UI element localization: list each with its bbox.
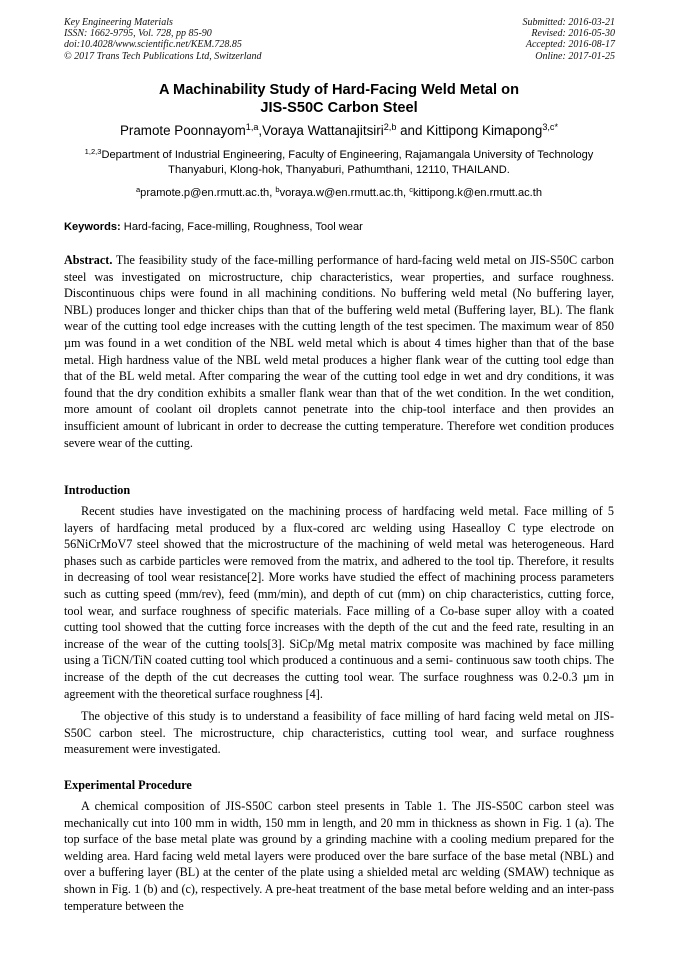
issn: ISSN: 1662-9795, Vol. 728, pp 85-90 <box>64 28 212 40</box>
author-list <box>60 122 618 139</box>
affiliation-text: Department of Industrial Engineering, Faculty of Engineering, Rajamangala University of Technology Thanyaburi, Klong-hok, Thanyaburi, Pathumthani, 12110, THAILAND. <box>101 149 594 176</box>
title-line-2: JIS-S50C Carbon Steel <box>260 100 418 116</box>
email-b-sup: b <box>275 184 280 194</box>
affiliation-sup: 1,2,3 <box>84 146 102 156</box>
abstract <box>64 252 614 451</box>
author-2-affil: 2,b <box>383 122 397 132</box>
publication-dates <box>523 17 616 62</box>
email-c-sup: c <box>409 184 413 194</box>
doi: doi:10.4028/www.scientific.net/KEM.728.85 <box>64 39 242 51</box>
author-1: Pramote Poonnayom <box>119 123 246 138</box>
author-separator: and <box>396 123 427 138</box>
revised-date: Revised: 2016-05-30 <box>531 28 615 40</box>
keywords <box>64 220 363 234</box>
title-line-1: A Machinability Study of Hard-Facing Weld Metal on <box>158 82 519 98</box>
online-date: Online: 2017-01-25 <box>535 50 615 62</box>
paper-title <box>64 81 614 117</box>
introduction-paragraph-2: The objective of this study is to understand a feasibility of face milling of hard facing weld metal on JIS-S50C carbon steel. The microstructure, chip characteristics, cutting tool wear, and surface roughness measurement were investigated. <box>64 709 614 757</box>
experimental-paragraph-1: A chemical composition of JIS-S50C carbon steel presents in Table 1. The JIS-S50C carbon steel was mechanically cut into 100 mm in width, 150 mm in length, and 20 mm in thickness as shown in Fig. 1 (a). The top surface of the base metal plate was ground by a grinding machine with a cooling medium prepared for the welding area. Hard facing weld metal layers were produced over the bare surface of the base metal (NBL) and over a buffering layer (BL) at the center of the plate using a shielded metal arc welding (SMAW) technique as shown in Fig. 1 (b) and (c), respectively. A pre-heat treatment of the base metal before welding and an inter-pass temperature between the <box>64 799 614 913</box>
abstract-text: The feasibility study of the face-milling performance of hard-facing weld metal on JIS-S50C carbon steel was investigated on microstructure, chip characteristics, wear properties, and surface roughness. Discontinuous chips were found in all machining conditions. No buffering weld metal (No buffering layer, NBL) produces longer and thicker chips than that of the buffering weld metal (Buffering layer, BL). The flank wear of the cutting tool edge increases with the cutting length of the test specimen. The maximum wear of 850 µm was found in a wet condition of the NBL weld metal which is about 4 times higher than that of the base metal. High hardness value of the NBL weld metal produces a higher flank wear of the cutting tool edge than that of the BL weld metal. After comparing the wear of the cutting tool edge in wet and dry conditions, it was found that the dry condition exhibits a smaller flank wear than that of the wet condition. In the wet condition, more amount of coolant oil droplets cannot penetrate into the chip-tool interface and then provides an insufficient amount of lubricant in order to decrease the cutting temperature. Therefore wet condition produces severe wear of the cutting. <box>64 253 614 450</box>
introduction-heading: Introduction <box>64 483 131 497</box>
affiliation <box>64 148 614 178</box>
author-1-affil: 1,a <box>245 122 259 132</box>
journal-info <box>64 17 262 62</box>
experimental-heading: Experimental Procedure <box>64 778 192 792</box>
abstract-label: Abstract. <box>64 253 113 267</box>
author-3-affil: 3,c* <box>542 122 559 132</box>
email-a-sup: a <box>135 184 141 194</box>
keywords-text: Hard-facing, Face-milling, Roughness, Tool wear <box>120 221 363 233</box>
author-emails <box>64 186 614 200</box>
email-b: voraya.w@en.rmutt.ac.th, <box>279 187 410 199</box>
email-a: pramote.p@en.rmutt.ac.th, <box>140 187 276 199</box>
copyright: © 2017 Trans Tech Publications Ltd, Switzerland <box>64 50 262 62</box>
journal-name: Key Engineering Materials <box>64 17 173 28</box>
keywords-label: Keywords: <box>64 221 121 233</box>
introduction-paragraph-1: Recent studies have investigated on the machining process of hardfacing weld metal. Face milling of 5 layers of hardfacing metal produced by a flux-cored arc welding using Hasealloy C type electrode on 56NiCrMoV7 steel showed that the microstructure of the machining of weld metal was heterogeneous. Hard phases such as carbide particles were removed from the matrix, and adhered to the tool tip. Therefore, it results in decreasing of tool wear resistance[2]. More works have studied the effect of machining process parameters such as cutting speed (mm/rev), feed (mm/min), and depth of cut (mm) on chip characteristics, cutting force, tool wear, and surface roughness of specific materials. Face milling of a Co-base super alloy with a coated cutting tool showed that the cutting force increases with the depth of the cut and the feed rate, resulting in an increase of the wear of the cutting tools[3]. SiCp/Mg metal matrix composite was machined by face milling using a TiCN/TiN coated cutting tool which produced a continuous and a semi- continuous saw tooth chips. The increase of the depth of the cut decreases the cutting tool wear. The surface roughness was 0.2-0.3 µm in agreement with the theoretical surface roughness [4]. <box>64 504 614 701</box>
submitted-date: Submitted: 2016-03-21 <box>522 17 615 28</box>
email-c: kittipong.k@en.rmutt.ac.th <box>412 187 543 199</box>
author-separator: , <box>258 123 263 138</box>
author-2: Voraya Wattanajitsiri <box>262 123 384 138</box>
author-3: Kittipong Kimapong <box>426 123 543 138</box>
accepted-date: Accepted: 2016-08-17 <box>525 39 615 51</box>
